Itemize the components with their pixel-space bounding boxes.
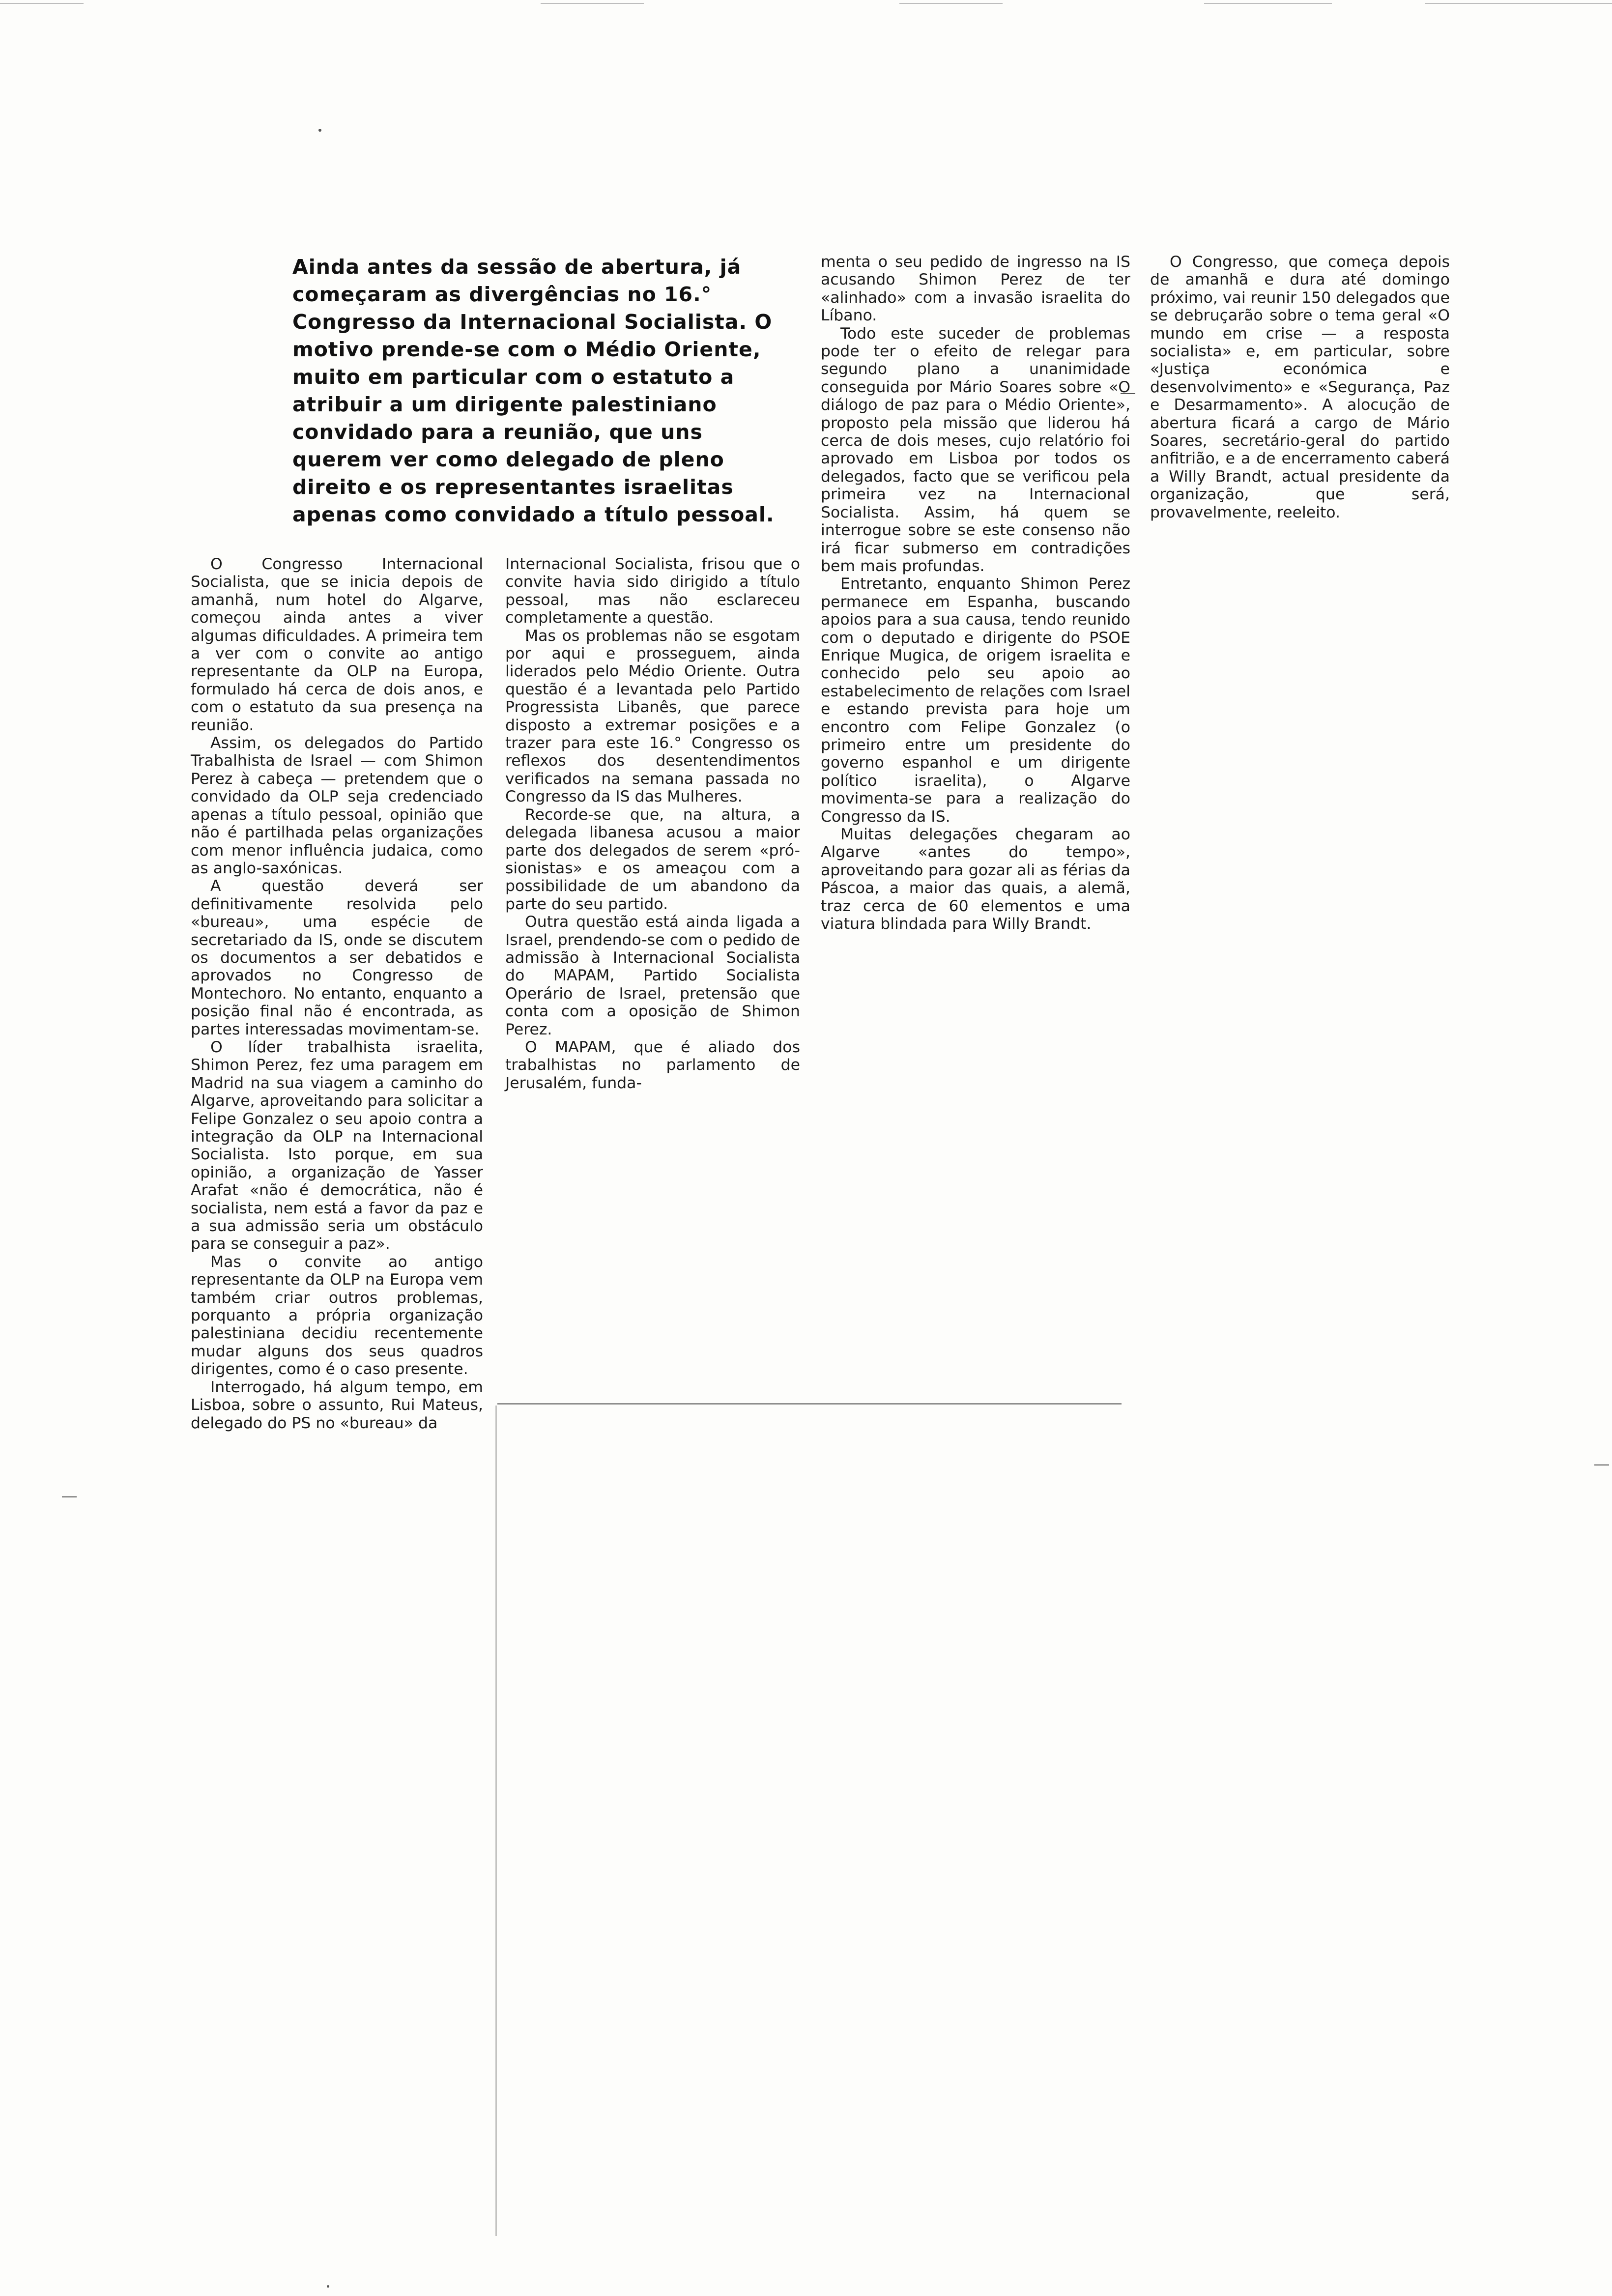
- paragraph: Todo este suceder de problemas pode ter o efeito de relegar para segundo plano a unanimidade conseguida por Mário Soares sobre «O diálogo de paz para o Médio Oriente», proposto pela missão que liderou há cerca de dois meses, cujo relatório foi aprovado em Lisboa por todos os delegados, facto que se verificou pela primeira vez na Internacional Socialista. Assim, há quem se interrogue sobre se este consenso não irá ficar submerso em contradições bem mais profundas.: [821, 324, 1130, 575]
- paragraph: O Congresso Internacional Socialista, que se inicia depois de amanhã, num hotel do Algarve, começou ainda antes a viver algumas dificuldades. A primeira tem a ver com o convite ao antigo representante da OLP na Europa, formulado há cerca de dois anos, e com o estatuto da sua presença na reunião.: [191, 555, 483, 734]
- scan-edge-line: [899, 3, 1003, 4]
- paragraph: Assim, os delegados do Partido Trabalhista de Israel — com Shimon Perez à cabeça — pretendem que o convidado da OLP seja credenciado apenas a título pessoal, opinião que não é partilhada pelas organizações com menor influência judaica, como as anglo-saxónicas.: [191, 734, 483, 877]
- article-column-2: [505, 555, 800, 1092]
- article-column-4: [1150, 253, 1450, 521]
- paragraph: Internacional Socialista, frisou que o convite havia sido dirigido a título pessoal, mas não esclareceu completamente a questão.: [505, 555, 800, 627]
- article-column-1: [191, 555, 483, 1432]
- paragraph: Entretanto, enquanto Shimon Perez permanece em Espanha, buscando apoios para a sua causa, tendo reunido com o deputado e dirigente do PSOE Enrique Mugica, de origem israelita e conhecido pelo seu apoio ao estabelecimento de relações com Israel e estando prevista para hoje um encontro com Felipe Gonzalez (o primeiro entre um presidente do governo espanhol e um dirigente político israelita), o Algarve movimenta-se para a realização do Congresso da IS.: [821, 575, 1130, 826]
- paragraph: Outra questão está ainda ligada a Israel, prendendo-se com o pedido de admissão à Internacional Socialista do MAPAM, Partido Socialista Operário de Israel, pretensão que conta com a oposição de Shimon Perez.: [505, 913, 800, 1038]
- paragraph: O MAPAM, que é aliado dos trabalhistas no parlamento de Jerusalém, funda-: [505, 1038, 800, 1092]
- scan-speck: [327, 2285, 329, 2288]
- column-rule: [497, 1403, 1122, 1405]
- article-lead: [292, 253, 799, 528]
- paragraph: menta o seu pedido de ingresso na IS acusando Shimon Perez de ter «alinhado» com a invasão israelita do Líbano.: [821, 253, 1130, 325]
- paragraph: Muitas delegações chegaram ao Algarve «antes do tempo», aproveitando para gozar ali as férias da Páscoa, a maior das quais, a alemã, traz cerca de 60 elementos e uma viatura blindada para Willy Brandt.: [821, 826, 1130, 933]
- article-column-3: [821, 253, 1130, 933]
- scan-edge-line: [1425, 3, 1612, 4]
- scan-edge-line: [0, 3, 84, 4]
- paragraph: Recorde-se que, na altura, a delegada libanesa acusou a maior parte dos delegados de serem «pró-sionistas» e os ameaçou com a possibilidade de um abandono da parte do seu partido.: [505, 805, 800, 913]
- paragraph: Mas o convite ao antigo representante da OLP na Europa vem também criar outros problemas, porquanto a própria organização palestiniana decidiu recentemente mudar alguns dos seus quadros dirigentes, como é o caso presente.: [191, 1253, 483, 1378]
- scan-edge-line: [1204, 3, 1332, 4]
- paragraph: O líder trabalhista israelita, Shimon Perez, fez uma paragem em Madrid na sua viagem a caminho do Algarve, aproveitando para solicitar a Felipe Gonzalez o seu apoio contra a integração da OLP na Internacional Socialista. Isto porque, em sua opinião, a organização de Yasser Arafat «não é democrática, não é socialista, nem está a favor da paz e a sua admissão seria um obstáculo para se conseguir a paz».: [191, 1038, 483, 1253]
- margin-mark: [62, 1496, 77, 1497]
- paragraph: A questão deverá ser definitivamente resolvida pelo «bureau», uma espécie de secretariado da IS, onde se discutem os documentos a ser debatidos e aprovados no Congresso de Montechoro. No entanto, enquanto a posição final não é encontrada, as partes interessadas movimentam-se.: [191, 877, 483, 1038]
- scan-speck: [318, 129, 321, 132]
- cut-edge: [495, 1406, 497, 2236]
- paragraph: O Congresso, que começa depois de amanhã e dura até domingo próximo, vai reunir 150 delegados que se debruçarão sobre o tema geral «O mundo em crise — a resposta socialista» e, em particular, sobre «Justiça económica e desenvolvimento» e «Segurança, Paz e Desarmamento». A alocução de abertura ficará a cargo de Mário Soares, secretário-geral do partido anfitrião, e a de encerramento caberá a Willy Brandt, actual presidente da organização, que será, provavelmente, reeleito.: [1150, 253, 1450, 521]
- lead-paragraph: Ainda antes da sessão de abertura, já começaram as divergências no 16.° Congresso da Internacional Socialista. O motivo prende-se com o Médio Oriente, muito em particular com o estatuto a atribuir a um dirigente palestiniano convidado para a reunião, que uns querem ver como delegado de pleno direito e os representantes israelitas apenas como convidado a título pessoal.: [292, 255, 775, 526]
- paragraph: Mas os problemas não se esgotam por aqui e prosseguem, ainda liderados pelo Médio Oriente. Outra questão é a levantada pelo Partido Progressista Libanês, que parece disposto a extremar posições e a trazer para este 16.° Congresso os reflexos dos desentendimentos verificados na semana passada no Congresso da IS das Mulheres.: [505, 627, 800, 806]
- margin-mark: [1594, 1464, 1609, 1465]
- paragraph: Interrogado, há algum tempo, em Lisboa, sobre o assunto, Rui Mateus, delegado do PS no «bureau» da: [191, 1378, 483, 1432]
- scan-edge-line: [541, 3, 644, 4]
